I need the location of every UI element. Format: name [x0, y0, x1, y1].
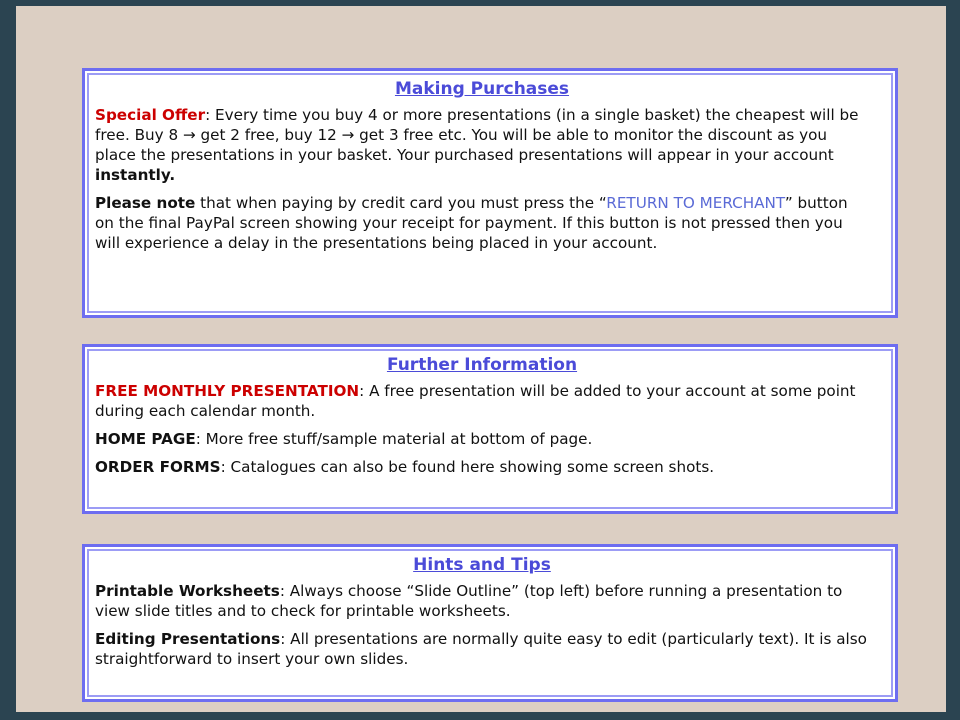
- please-note-label: Please note: [95, 194, 196, 212]
- free-monthly-label: FREE MONTHLY PRESENTATION: [95, 382, 360, 400]
- editing-presentations-label: Editing Presentations: [95, 630, 281, 648]
- special-offer-instantly: instantly.: [95, 166, 176, 184]
- order-forms-text: : Catalogues can also be found here showing some screen shots.: [220, 458, 715, 476]
- special-offer-paragraph: [95, 105, 869, 185]
- return-to-merchant-text: RETURN TO MERCHANT: [606, 194, 785, 212]
- special-offer-label: Special Offer: [95, 106, 206, 124]
- arrow-right-icon: →: [341, 126, 355, 144]
- please-note-text-1: that when paying by credit card you must press the “: [195, 194, 607, 212]
- special-offer-text-2: get 2 free, buy 12: [195, 126, 342, 144]
- making-purchases-title: Making Purchases: [394, 79, 570, 99]
- further-information-title: Further Information: [386, 355, 578, 375]
- home-page-label: HOME PAGE: [95, 430, 196, 448]
- special-offer-text-1: : Every time you buy 4 or more presentations (in a single basket) the cheapest will be free. Buy 8: [95, 106, 859, 144]
- hints-and-tips-title: Hints and Tips: [413, 555, 551, 575]
- further-information-panel: [82, 344, 898, 514]
- free-monthly-text: : A free presentation will be added to your account at some point during each calendar month.: [95, 382, 856, 420]
- editing-presentations-paragraph: [95, 629, 869, 669]
- order-forms-paragraph: [95, 457, 869, 477]
- special-offer-text-3: get 3 free etc. You will be able to monitor the discount as you place the presentations in your basket. Your purchased presentations will appear in your account: [95, 126, 834, 164]
- please-note-paragraph: [95, 193, 869, 253]
- hints-and-tips-panel: [82, 544, 898, 702]
- home-page-paragraph: [95, 429, 869, 449]
- making-purchases-panel: [82, 68, 898, 318]
- editing-presentations-text: : All presentations are normally quite easy to edit (particularly text). It is also straightforward to insert your own slides.: [95, 630, 867, 668]
- printable-worksheets-paragraph: [95, 581, 869, 621]
- order-forms-label: ORDER FORMS: [95, 458, 221, 476]
- home-page-text: : More free stuff/sample material at bottom of page.: [195, 430, 593, 448]
- free-monthly-paragraph: [95, 381, 869, 421]
- printable-worksheets-text: : Always choose “Slide Outline” (top left) before running a presentation to view slide titles and to check for printable worksheets.: [95, 582, 843, 620]
- printable-worksheets-label: Printable Worksheets: [95, 582, 280, 600]
- arrow-right-icon: →: [182, 126, 196, 144]
- please-note-text-2: ” button on the final PayPal screen showing your receipt for payment. If this button is not pressed then you will experience a delay in the presentations being placed in your account.: [95, 194, 848, 252]
